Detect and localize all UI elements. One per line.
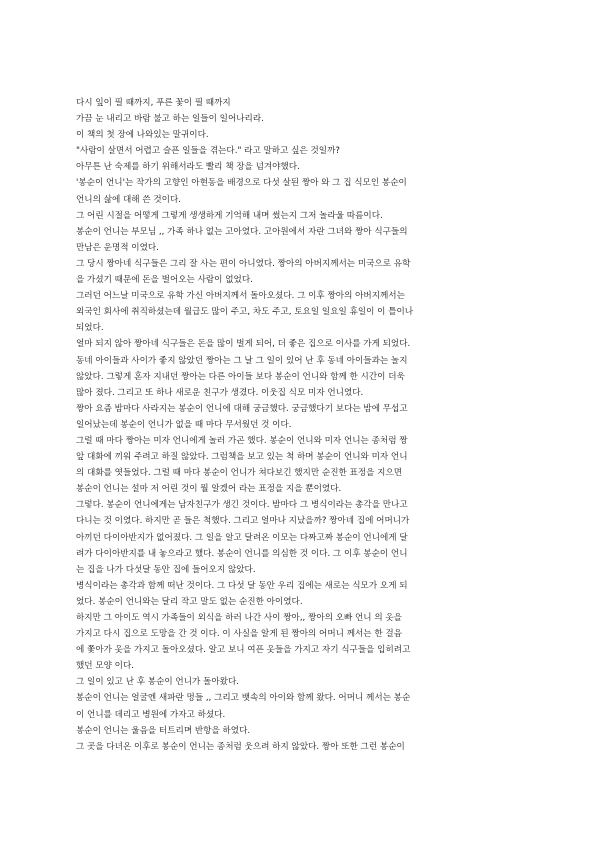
text-line: '봉순이 언니'는 작가의 고향인 아현동을 배경으로 다섯 살된 짱아 와 그 집 식모인 봉순이: [76, 178, 407, 189]
text-line: 외국인 회사에 취직하셨는데 월급도 많이 주고, 차도 주고, 토요일 일요일 휴일이 이 틀이나: [76, 307, 414, 318]
text-line: 봉순이 언니는 얼굴엔 새파란 멍들 ,, 그리고 뱃속의 아이와 함께 왔다. 어머니 께서는 봉순: [76, 693, 411, 704]
text-line: 그러던 어느날 미국으로 유학 가신 아버지께서 돌아오셨다. 그 이후 짱아의 아버지께서는: [76, 291, 405, 302]
text-line: 그 곳을 다녀온 이후로 봉순이 언니는 종처럼 웃으려 하지 않았다. 짱아 또한 그런 봉순이: [76, 741, 405, 752]
text-line: 의 대화를 엿들었다. 그럴 때 마다 봉순이 언니가 쳐다보긴 했지만 순진한 표정을 지으면: [76, 468, 403, 479]
text-line: 는 집을 나가 다섯달 동안 집에 들어오지 않았다.: [76, 564, 256, 575]
text-line: 그 일이 있고 난 후 봉순이 언니가 돌아왔다.: [76, 677, 239, 688]
text-line: 었다. 봉순이 언니와는 달리 작고 말도 없는 순진한 아이였다.: [76, 596, 303, 607]
text-line: 일어났는데 봉순이 언니가 없을 때 마다 무서웠던 것 이다.: [76, 419, 292, 430]
text-line: 봉순이 언니는 울음을 터트리며 반항을 하였다.: [76, 725, 251, 736]
text-line: 려가 다이아반지를 내 놓으라고 했다. 봉순이 언니를 의심한 것 이다. 그 이후 봉순이 언니: [76, 548, 408, 559]
text-line: 아끼던 다이아반지가 없어졌다. 그 일을 알고 달려온 이모는 다짜고짜 봉순이 언니에게 달: [76, 532, 408, 543]
text-line: 을 가셨기 때문에 돈을 벌어오는 사람이 없었다.: [76, 275, 253, 286]
text-line: 하지만 그 아이도 역시 가족들이 외식을 하러 나간 사이 짱아,, 짱아의 오빠 언니 의 옷을: [76, 613, 402, 623]
text-line: 이 언니를 데리고 병원에 가자고 하셨다.: [76, 709, 226, 720]
text-line: 봉순이 언니는 부모님 ,, 가족 하나 없는 고아였다. 고아원에서 자란 그녀와 짱아 식구들의: [76, 226, 408, 237]
text-line: 않았다. 그렇게 혼자 지내던 짱아는 다른 아이들 보다 봉순이 언니와 함께 한 시간이 더욱: [76, 371, 405, 382]
text-line: 병식이라는 총각과 함께 떠난 것이다. 그 다섯 달 동안 우리 집에는 새로는 식모가 오게 되: [76, 580, 408, 591]
text-line: 앞 대화에 끼워 주려고 하질 않았다. 그럼책을 보고 있는 척 하며 봉순이 언니와 미자 언니: [76, 452, 408, 463]
text-line: 그렇다. 봉순이 언니에게는 남자친구가 생긴 것이다. 밤마다 그 병식이라는 총각을 만나고: [76, 500, 408, 511]
text-line: 에 쫓아가 옷을 가지고 돌아오셨다. 알고 보니 여픈 옷들을 가지고 자기 식구들을 입히려고: [76, 645, 411, 656]
text-line: 다시 잎이 필 때까지, 푸른 꽃이 필 때까지: [76, 98, 231, 108]
text-line: 다니는 것 이였다. 하지만 곧 들은 척했다. 그리고 얼마나 지났을까? 짱아네 집에 어머니가: [76, 516, 410, 527]
text-line: 가끔 눈 내리고 바람 불고 하는 일들이 일어나리라.: [76, 114, 264, 125]
body-text: [76, 95, 520, 755]
text-line: 되었다.: [76, 323, 104, 334]
text-line: 많아 졌다. 그리고 또 하나 새로운 친구가 생겼다. 이웃집 식모 미자 언니였다.: [76, 387, 364, 398]
text-line: 가지고 다시 집으로 도망을 간 것 이다. 이 사실을 알게 된 짱아의 어머니 께서는 한 걸음: [76, 629, 402, 640]
text-line: 그 당시 짱아네 식구들은 그리 잘 사는 편이 아니였다. 짱아의 아버지께서는 미국으로 유학: [76, 258, 411, 269]
text-line: 언니의 삶에 대해 쓴 것이다.: [76, 194, 181, 205]
text-line: 그럴 때 마다 짱아는 미자 언니에게 놀러 가곤 했다. 봉순이 언니와 미자 언니는 종처럼 짱: [76, 435, 408, 446]
text-line: "사람이 살면서 어렵고 슬픈 일들을 겪는다." 라고 말하고 싶은 것일까?: [76, 146, 340, 157]
text-line: 짱아 요즘 밤마다 사라지는 봉순이 언니에 대해 궁금했다. 궁금했다기 보다는 밤에 무섭고: [76, 403, 408, 414]
text-line: 그 어린 시절을 어떻게 그렇게 생생하게 기억해 내며 썼는지 그저 놀라울 따름이다.: [76, 210, 383, 221]
text-line: 만남은 운명적 이였다.: [76, 242, 159, 253]
text-line: 봉순이 언니는 설마 저 어린 것이 뭘 알겠어 라는 표정을 지을 뿐이였다.: [76, 484, 342, 495]
text-line: 했던 모양 이다.: [76, 661, 135, 672]
text-line: 얼마 되지 않아 짱아네 식구들은 돈을 많이 벌게 되어, 더 좋은 집으로 이사를 가게 되었다.: [76, 339, 411, 350]
text-line: 이 책의 첫 장에 나와있는 말귀이다.: [76, 130, 209, 141]
text-line: 동네 아이들과 사이가 좋지 않았던 짱아는 그 날 그 일이 있어 난 후 동네 아이들과는 놀지: [76, 355, 408, 366]
text-line: 아무튼 난 숙제를 하기 위해서라도 빨리 책 장을 넘겨야했다.: [76, 162, 300, 173]
